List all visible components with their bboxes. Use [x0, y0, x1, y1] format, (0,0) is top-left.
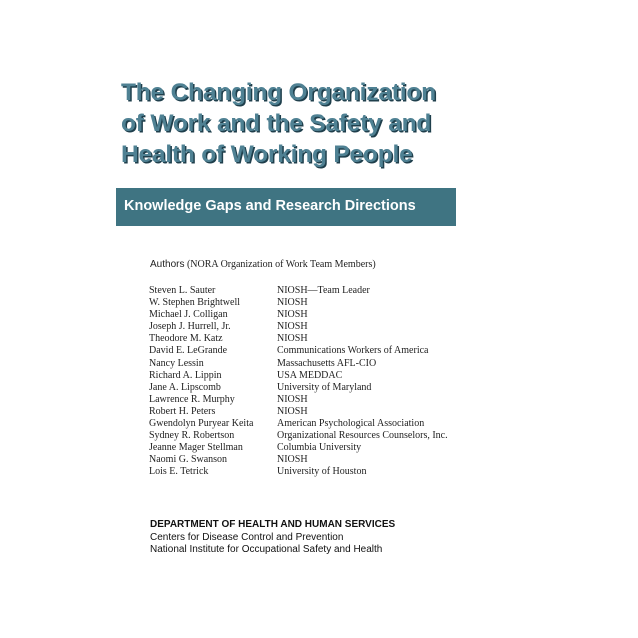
subtitle: Knowledge Gaps and Research Directions — [124, 198, 416, 214]
author-affiliation: Columbia University — [277, 442, 362, 454]
author-row — [149, 285, 479, 297]
author-list — [149, 285, 479, 479]
author-row — [149, 321, 479, 333]
author-affiliation: NIOSH — [277, 309, 308, 321]
author-row — [149, 418, 479, 430]
author-row — [149, 309, 479, 321]
subtitle-band — [116, 188, 456, 226]
author-affiliation: University of Maryland — [277, 381, 372, 393]
department-name: DEPARTMENT OF HEALTH AND HUMAN SERVICES — [150, 519, 396, 530]
author-row — [149, 430, 479, 442]
author-affiliation: NIOSH — [277, 405, 308, 417]
author-name: Sydney R. Robertson — [149, 430, 235, 442]
author-name: Naomi G. Swanson — [149, 454, 228, 466]
author-name: Theodore M. Katz — [149, 333, 223, 345]
author-row — [149, 370, 479, 382]
author-name: Gwendolyn Puryear Keita — [149, 418, 254, 430]
author-name: Richard A. Lippin — [149, 369, 222, 381]
author-affiliation: University of Houston — [277, 466, 367, 478]
author-name: Lawrence R. Murphy — [149, 393, 235, 405]
author-affiliation: Massachusetts AFL-CIO — [277, 357, 377, 369]
department-line-3: National Institute for Occupational Safety and Health — [150, 544, 383, 555]
author-row — [149, 442, 479, 454]
author-name: Robert H. Peters — [149, 405, 216, 417]
author-name: Nancy Lessin — [149, 357, 204, 369]
author-name: Joseph J. Hurrell, Jr. — [149, 321, 231, 333]
author-name: W. Stephen Brightwell — [149, 297, 241, 309]
title-line-3: Health of Working People — [121, 141, 413, 168]
department-line-2: Centers for Disease Control and Prevention — [150, 531, 344, 543]
document-title — [121, 77, 541, 170]
author-name: Jeanne Mager Stellman — [149, 442, 243, 454]
author-name: Lois E. Tetrick — [149, 466, 209, 478]
authors-heading — [150, 259, 376, 270]
department-block — [150, 519, 395, 557]
author-affiliation: NIOSH — [277, 454, 308, 466]
author-affiliation: NIOSH — [277, 297, 308, 309]
author-row — [149, 394, 479, 406]
author-name: Jane A. Lipscomb — [149, 381, 221, 393]
author-row — [149, 466, 479, 478]
author-affiliation: NIOSH — [277, 393, 308, 405]
author-row — [149, 382, 479, 394]
author-name: Steven L. Sauter — [149, 285, 216, 296]
author-affiliation: NIOSH — [277, 321, 308, 333]
author-affiliation: USA MEDDAC — [277, 369, 343, 381]
author-affiliation: Communications Workers of America — [277, 345, 429, 357]
title-line-1: The Changing Organization — [121, 79, 436, 106]
title-line-2: of Work and the Safety and — [121, 110, 432, 137]
author-affiliation: NIOSH — [277, 333, 308, 345]
author-name: Michael J. Colligan — [149, 309, 228, 321]
author-row — [149, 333, 479, 345]
authors-note: (NORA Organization of Work Team Members) — [186, 259, 376, 270]
author-row — [149, 406, 479, 418]
author-row — [149, 454, 479, 466]
author-row — [149, 358, 479, 370]
authors-label: Authors — [150, 259, 185, 270]
author-affiliation: American Psychological Association — [277, 418, 425, 430]
author-affiliation: Organizational Resources Counselors, Inc. — [277, 430, 448, 442]
author-row — [149, 345, 479, 357]
author-row — [149, 297, 479, 309]
author-affiliation: NIOSH—Team Leader — [277, 285, 370, 296]
author-name: David E. LeGrande — [149, 345, 228, 357]
